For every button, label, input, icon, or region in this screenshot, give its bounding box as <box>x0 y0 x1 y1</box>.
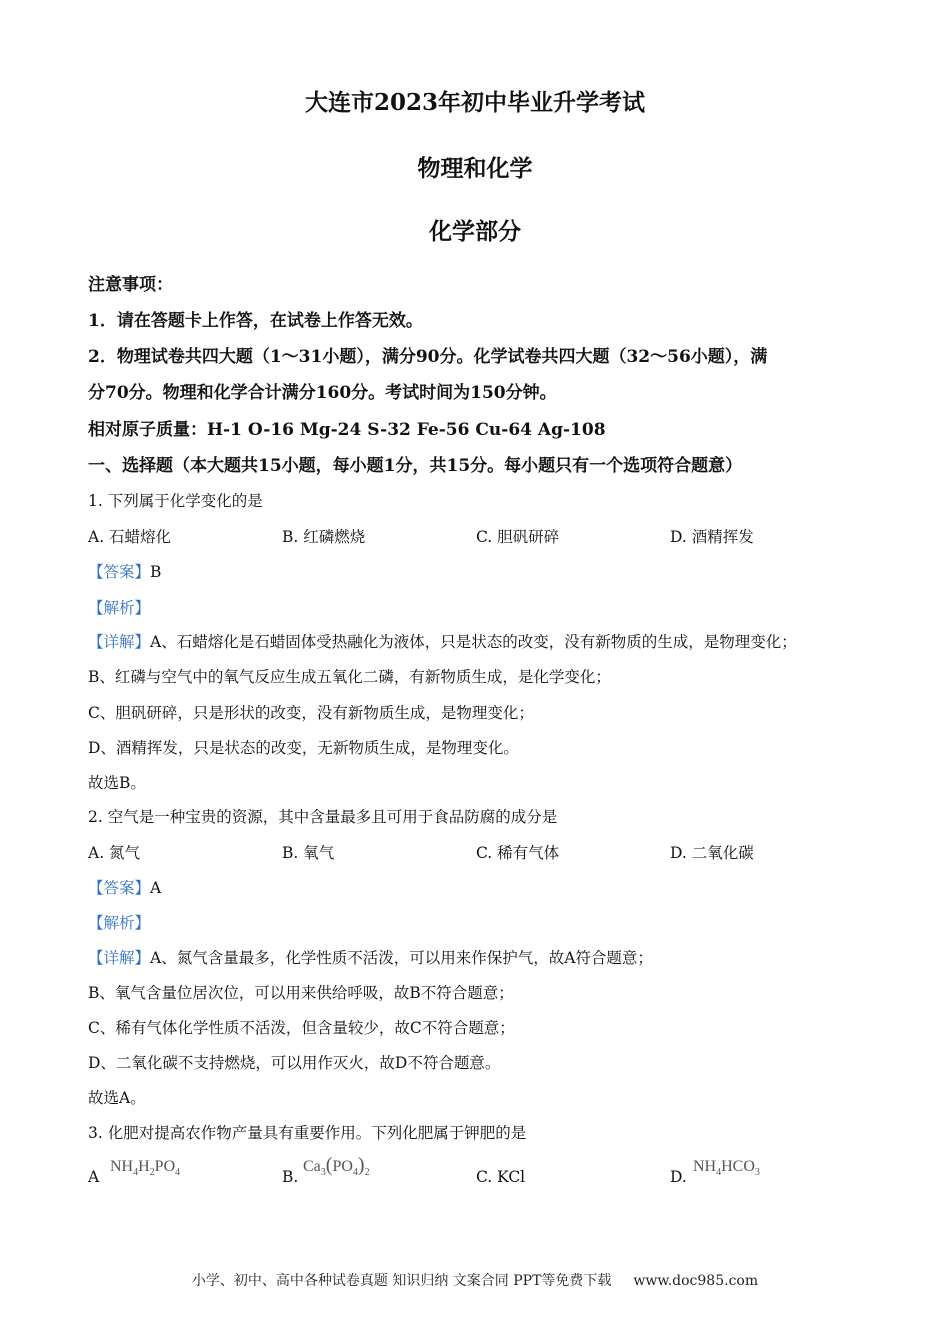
q3-option-a-formula: $NH_4H_2PO_4$ <box>110 1158 181 1179</box>
q1-answer-value: B <box>150 563 162 581</box>
answer-tag: 【答案】 <box>88 563 151 581</box>
exam-title: 大连市2023年初中毕业升学考试 <box>304 89 645 116</box>
notice-line-2: 2．物理试卷共四大题（1～31小题），满分90分。化学试卷共四大题（32～56小题），满 <box>88 347 768 367</box>
notice-line-1: 1．请在答题卡上作答，在试卷上作答无效。 <box>88 311 423 331</box>
exam-part: 化学部分 <box>429 218 521 245</box>
notice-heading: 注意事项： <box>88 275 173 295</box>
q3-option-c: C. KCl <box>476 1168 526 1186</box>
q1-detail-3: C、胆矾研碎，只是形状的改变，没有新物质生成，是物理变化； <box>88 704 534 722</box>
q2-option-c: C. 稀有气体 <box>476 844 560 862</box>
q2-conclusion: 故选A。 <box>88 1089 146 1107</box>
q2-detail-1: 【详解】A、氮气含量最多，化学性质不活泼，可以用来作保护气，故A符合题意； <box>88 949 653 967</box>
detail-tag: 【详解】 <box>88 949 151 967</box>
q1-option-b: B. 红磷燃烧 <box>282 528 366 546</box>
page-footer <box>0 1270 950 1290</box>
q2-answer <box>88 876 161 898</box>
exam-subject: 物理和化学 <box>417 155 533 182</box>
notice-line-3: 分70分。物理和化学合计满分160分。考试时间为150分钟。 <box>88 383 557 403</box>
q1-option-a: A. 石蜡熔化 <box>88 528 172 546</box>
q2-detail-4: D、二氧化碳不支持燃烧，可以用作灭火，故D不符合题意。 <box>88 1054 501 1072</box>
q2-option-a: A. 氮气 <box>88 844 141 862</box>
q1-option-d: D. 酒精挥发 <box>670 528 754 546</box>
q3-option-a-label: A <box>88 1168 100 1186</box>
q1-option-c: C. 胆矾研碎 <box>476 528 560 546</box>
footer-url[interactable]: www.doc985.com <box>633 1273 759 1289</box>
q2-detail-3: C、稀有气体化学性质不活泼，但含量较少，故C不符合题意； <box>88 1019 515 1037</box>
q3-option-d-formula: $NH_4HCO_3$ <box>693 1158 760 1179</box>
q2-option-b: B. 氧气 <box>282 844 335 862</box>
atomic-mass: 相对原子质量：H-1 O-16 Mg-24 S-32 Fe-56 Cu-64 Ag-108 <box>88 420 606 440</box>
q1-detail-4: D、酒精挥发，只是状态的改变，无新物质生成，是物理变化。 <box>88 739 519 757</box>
q3-option-b-formula: $Ca_3(PO_4)_2$ <box>303 1154 370 1179</box>
q2-option-d: D. 二氧化碳 <box>670 844 754 862</box>
q1-detail-1: 【详解】A、石蜡熔化是石蜡固体受热融化为液体，只是状态的改变，没有新物质的生成，是物理变化； <box>88 633 797 651</box>
q2-analysis-tag: 【解析】 <box>88 914 151 932</box>
q1-conclusion: 故选B。 <box>88 774 146 792</box>
detail-tag: 【详解】 <box>88 633 151 651</box>
q3-option-b-label: B. <box>282 1168 299 1186</box>
footer-text: 小学、初中、高中各种试卷真题 知识归纳 文案合同 PPT等免费下载 <box>191 1273 612 1289</box>
q3-stem: 3. 化肥对提高农作物产量具有重要作用。下列化肥属于钾肥的是 <box>88 1124 527 1142</box>
q1-stem: 1. 下列属于化学变化的是 <box>88 492 263 510</box>
q1-answer <box>88 560 161 582</box>
q1-detail-2: B、红磷与空气中的氧气反应生成五氧化二磷，有新物质生成，是化学变化； <box>88 668 611 686</box>
section-heading: 一、选择题（本大题共15小题，每小题1分，共15分。每小题只有一个选项符合题意） <box>88 456 743 476</box>
q2-stem: 2. 空气是一种宝贵的资源，其中含量最多且可用于食品防腐的成分是 <box>88 808 558 826</box>
q3-option-d-label: D. <box>670 1168 687 1186</box>
q2-detail-2: B、氧气含量位居次位，可以用来供给呼吸，故B不符合题意； <box>88 984 514 1002</box>
answer-tag: 【答案】 <box>88 879 151 897</box>
q2-answer-value: A <box>150 879 162 897</box>
q1-analysis-tag: 【解析】 <box>88 599 151 617</box>
